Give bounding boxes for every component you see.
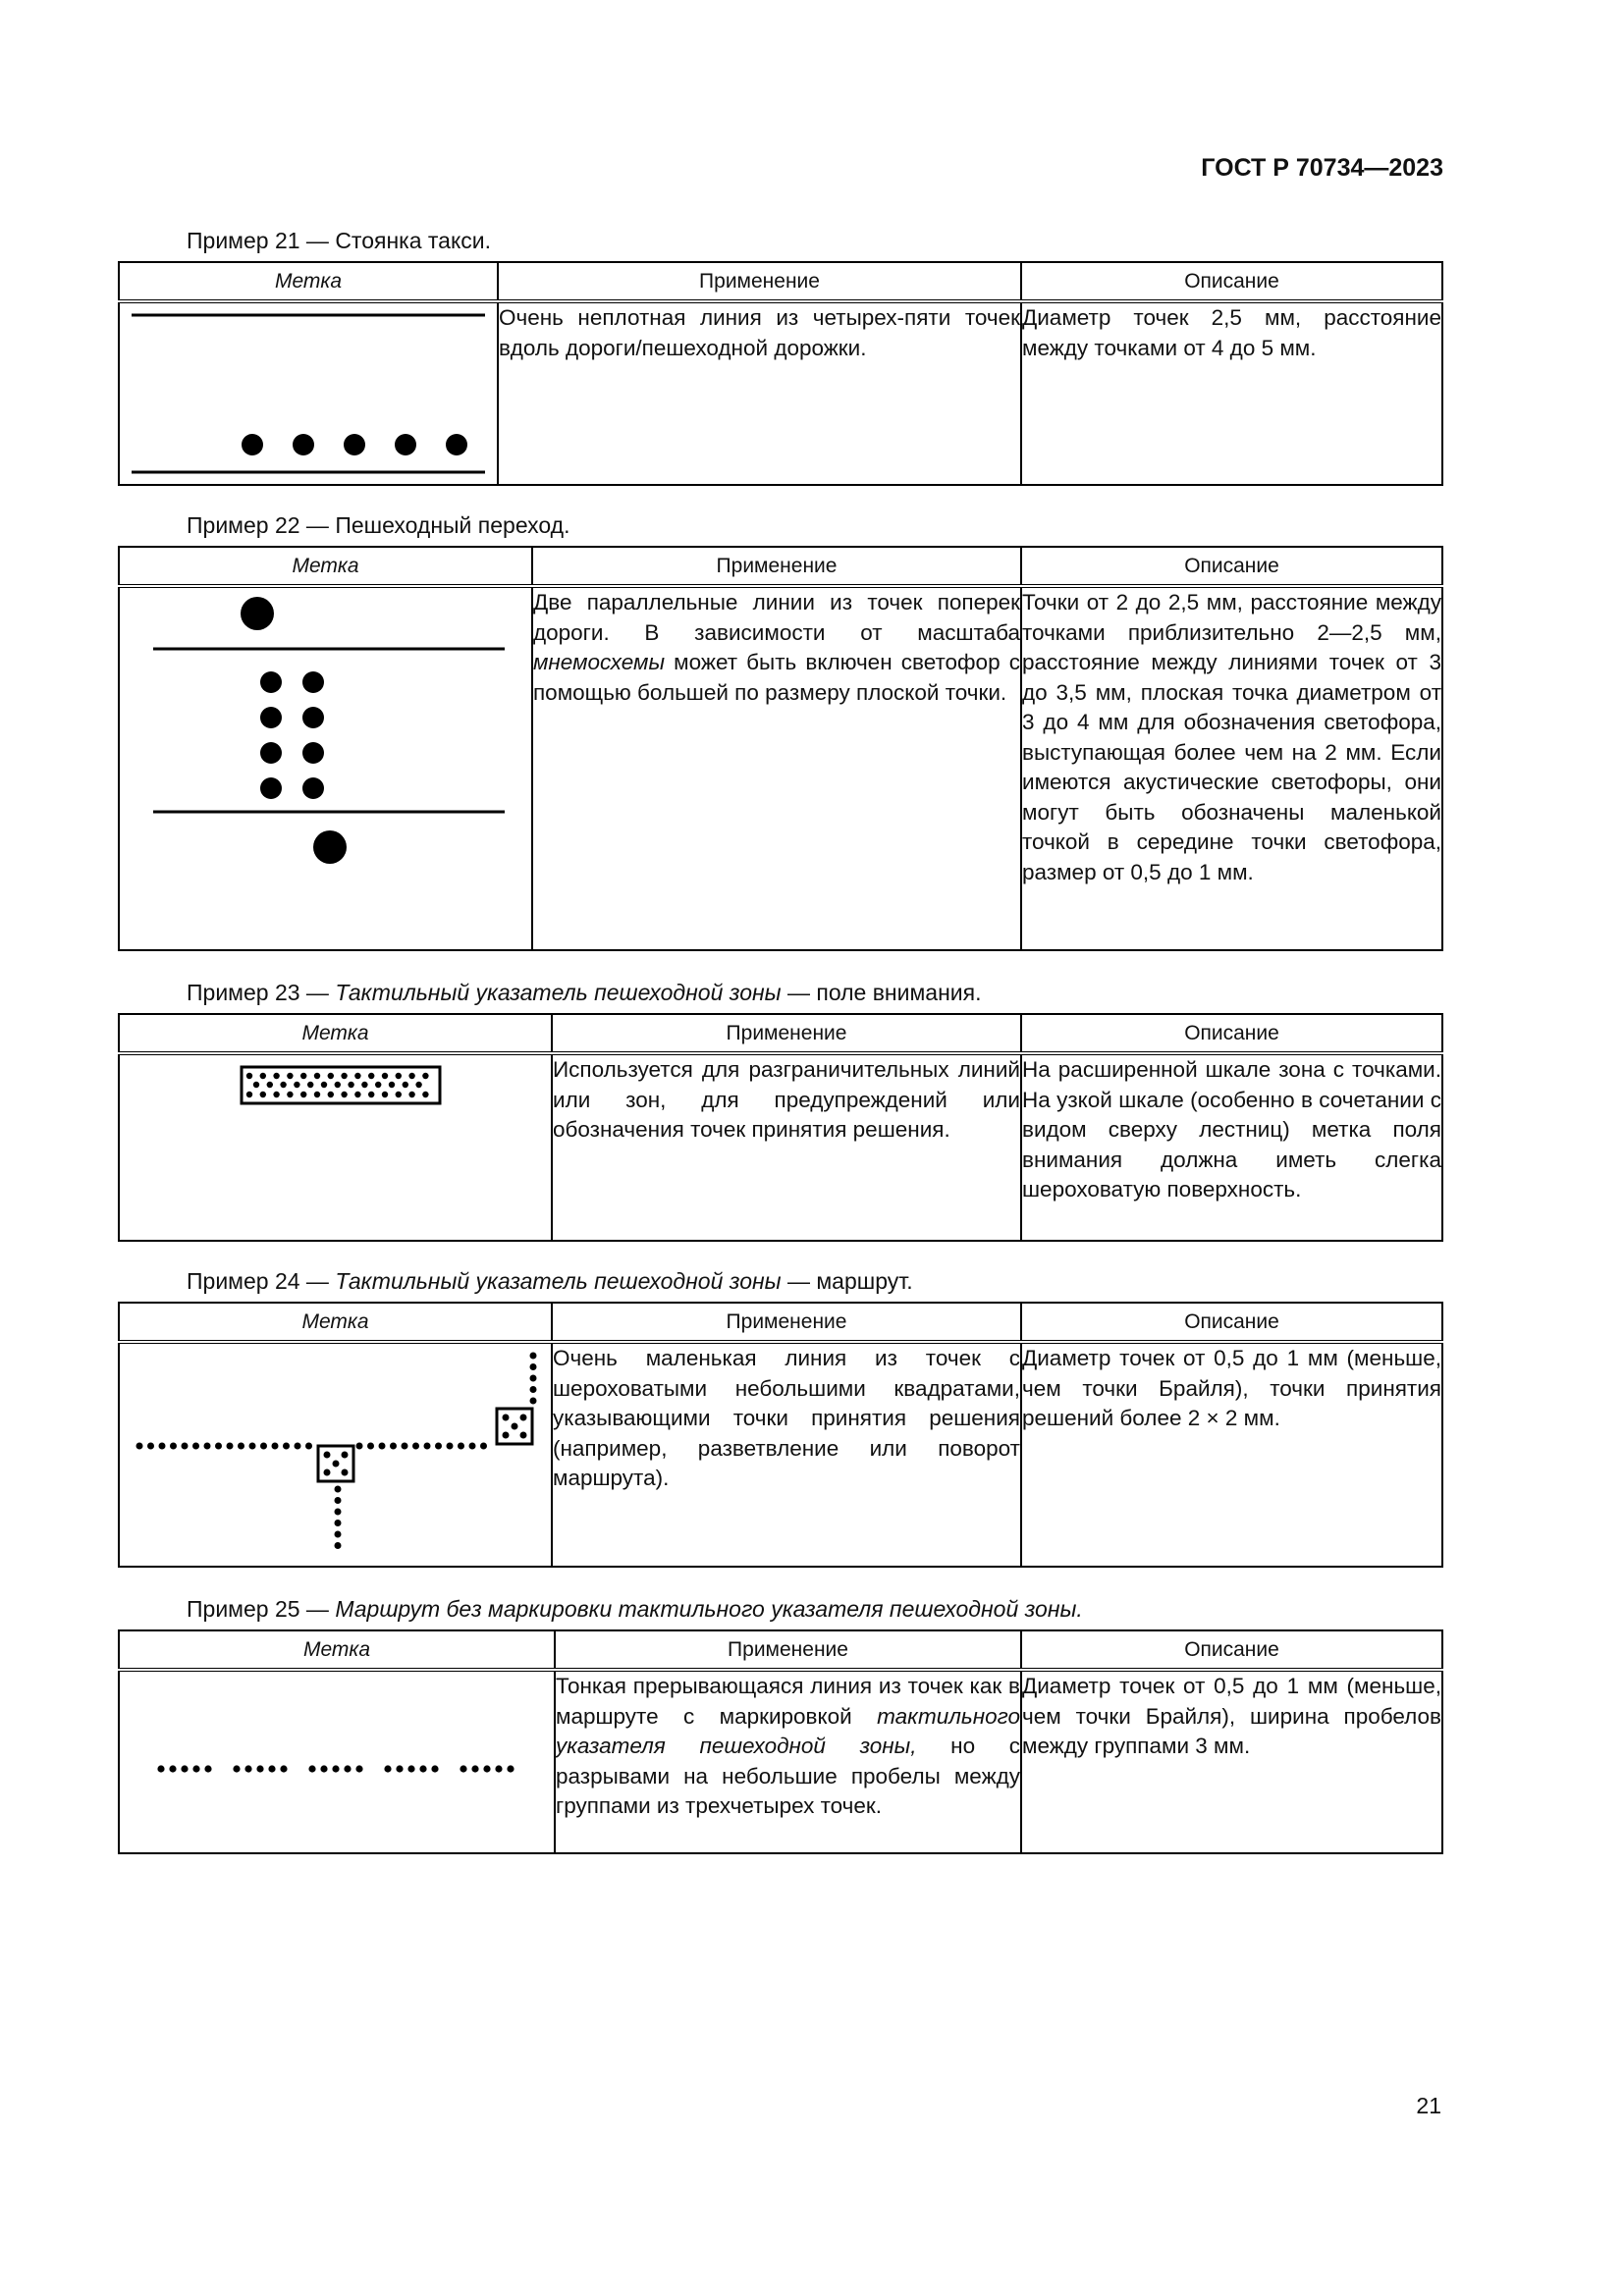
- tactile-dot: [280, 1765, 287, 1772]
- tactile-dot: [305, 1443, 312, 1450]
- tactile-dot: [396, 1092, 402, 1097]
- tactile-dot: [181, 1765, 188, 1772]
- tactile-dot: [169, 1765, 176, 1772]
- tactile-dot: [379, 1443, 386, 1450]
- tactile-dot: [341, 1073, 347, 1079]
- caption-text: Пример 21 — Стоянка такси.: [187, 228, 492, 253]
- tactile-dot: [287, 1073, 293, 1079]
- mark-cell: [119, 586, 532, 950]
- tactile-dot: [192, 1765, 199, 1772]
- tactile-dot: [424, 1443, 431, 1450]
- tactile-dot: [253, 1082, 259, 1088]
- col-description-header: Описание: [1021, 1630, 1442, 1670]
- tactile-dot: [375, 1082, 381, 1088]
- usage-cell: Две параллельные линии из точек поперек дороги. В зависимости от масштаба мнемосхемы может быть включен светофор с помощью большей по размеру плоской точки.: [532, 586, 1021, 950]
- tactile-dot: [280, 1082, 286, 1088]
- tactile-dot: [227, 1443, 234, 1450]
- tactile-dot: [412, 1443, 419, 1450]
- example-table: [118, 1629, 1443, 1854]
- tactile-dot: [530, 1363, 537, 1370]
- tactile-dot: [403, 1082, 408, 1088]
- mark-cell: [119, 301, 498, 485]
- col-description-header: Описание: [1021, 1303, 1442, 1342]
- tactile-dot: [361, 1082, 367, 1088]
- tactile-dot: [530, 1353, 537, 1360]
- tactile-dot: [260, 1092, 266, 1097]
- tactile-dot: [182, 1443, 189, 1450]
- tactile-dot: [335, 1082, 341, 1088]
- table-row: [119, 1342, 1442, 1567]
- tactile-dot: [246, 1073, 252, 1079]
- tactile-dot: [328, 1073, 334, 1079]
- tactile-dot: [422, 1092, 428, 1097]
- tactile-dot: [435, 1443, 442, 1450]
- tactile-dot: [408, 1073, 414, 1079]
- mark-cell: [119, 1342, 552, 1567]
- attention-field-mark: [120, 1055, 551, 1240]
- unmarked-route-mark: [120, 1672, 554, 1852]
- tactile-dot: [408, 1092, 414, 1097]
- tactile-dot: [244, 1765, 251, 1772]
- example-table: [118, 261, 1443, 486]
- col-usage-header: Применение: [552, 1303, 1021, 1342]
- tactile-dot: [170, 1443, 177, 1450]
- table-header-row: [119, 262, 1442, 301]
- tactile-dot: [382, 1073, 388, 1079]
- col-description-header: Описание: [1021, 547, 1442, 586]
- table-row: [119, 1670, 1442, 1853]
- col-mark-header: Метка: [119, 1303, 552, 1342]
- tactile-dot: [136, 1443, 143, 1450]
- tactile-dot: [307, 1082, 313, 1088]
- description-cell: Диаметр точек 2,5 мм, расстояние между точками от 4 до 5 мм.: [1021, 301, 1442, 485]
- tactile-dot: [335, 1509, 342, 1516]
- tactile-dot: [447, 1443, 454, 1450]
- tactile-dot: [354, 1092, 360, 1097]
- example-caption: Пример 25 — Маршрут без маркировки тактильного указателя пешеходной зоны.: [187, 1596, 1083, 1622]
- page-number: 21: [1416, 2093, 1441, 2118]
- tactile-dot: [287, 1092, 293, 1097]
- tactile-dot: [390, 1443, 397, 1450]
- usage-cell: Очень маленькая линия из точек с шероховатыми небольшими квадратами, указывающими точки принятия решения (например, разветвление или поворот маршрута).: [552, 1342, 1021, 1567]
- pedestrian-crossing-mark: [120, 588, 531, 949]
- document-header: ГОСТ Р 70734—2023: [1201, 154, 1443, 182]
- tactile-dot: [260, 1443, 267, 1450]
- table-row: [119, 301, 1442, 485]
- tactile-dot: [283, 1443, 290, 1450]
- example-table: [118, 1302, 1443, 1568]
- description-cell: Точки от 2 до 2,5 мм, расстояние между точками приблизительно 2—2,5 мм, расстояние между линиями точек от 3 до 3,5 мм, плоская точка диаметром от 3 до 4 мм для обозначения светофора, выступающая более чем на 2 мм. Если имеются акустические светофоры, они могут быть обозначены маленькой точкой в середине точки светофора, размер от 0,5 до 1 мм.: [1021, 586, 1442, 950]
- col-usage-header: Применение: [552, 1014, 1021, 1053]
- tactile-dot: [204, 1765, 211, 1772]
- description-cell: Диаметр точек от 0,5 до 1 мм (меньше, чем точки Брайля), ширина пробелов между группами 3 мм.: [1021, 1670, 1442, 1853]
- col-mark-header: Метка: [119, 547, 532, 586]
- tactile-dot: [389, 1082, 395, 1088]
- table-header-row: [119, 1303, 1442, 1342]
- tactile-dot: [314, 1073, 320, 1079]
- tactile-dot: [367, 1443, 374, 1450]
- tactile-dot: [233, 1765, 240, 1772]
- tactile-dot: [204, 1443, 211, 1450]
- tactile-dot: [368, 1073, 374, 1079]
- col-usage-header: Применение: [498, 262, 1021, 301]
- tactile-dot: [273, 1073, 279, 1079]
- tactile-dot: [335, 1542, 342, 1549]
- tactile-dot: [300, 1073, 306, 1079]
- tactile-dot: [294, 1082, 299, 1088]
- mark-cell: [119, 1053, 552, 1241]
- taxi-stand-mark: [120, 303, 497, 484]
- tactile-dot: [341, 1092, 347, 1097]
- tactile-dot: [328, 1092, 334, 1097]
- tactile-dot: [246, 1092, 252, 1097]
- example-caption: [187, 228, 491, 254]
- tactile-dot: [249, 1443, 256, 1450]
- tactile-dot: [267, 1082, 273, 1088]
- col-mark-header: Метка: [119, 1630, 555, 1670]
- tactile-dot: [415, 1082, 421, 1088]
- tactile-dot: [300, 1092, 306, 1097]
- tactile-dot: [314, 1092, 320, 1097]
- route-mark: [120, 1344, 551, 1566]
- tactile-dot: [469, 1443, 476, 1450]
- tactile-dot: [402, 1443, 408, 1450]
- tactile-dot: [159, 1443, 166, 1450]
- tactile-dot: [335, 1531, 342, 1538]
- tactile-dot: [530, 1386, 537, 1393]
- tactile-dot: [356, 1443, 363, 1450]
- tactile-dot: [321, 1082, 327, 1088]
- tactile-dot: [157, 1765, 164, 1772]
- tactile-dot: [384, 1765, 391, 1772]
- tactile-dot: [273, 1092, 279, 1097]
- tactile-dot: [480, 1443, 487, 1450]
- col-usage-header: Применение: [532, 547, 1021, 586]
- example-table: [118, 1013, 1443, 1242]
- tactile-dot: [332, 1765, 339, 1772]
- description-cell: Диаметр точек от 0,5 до 1 мм (меньше, чем точки Брайля), точки принятия решений более 2 × 2 мм.: [1021, 1342, 1442, 1567]
- tactile-dot: [471, 1765, 478, 1772]
- tactile-dot: [215, 1443, 222, 1450]
- tactile-dot: [295, 1443, 301, 1450]
- table-row: [119, 586, 1442, 950]
- col-mark-header: Метка: [119, 262, 498, 301]
- tactile-dot: [268, 1765, 275, 1772]
- usage-cell: Очень неплотная линия из четырех-пяти точек вдоль дороги/пешеходной дорожки.: [498, 301, 1021, 485]
- description-cell: На расширенной шкале зона с точками. На узкой шкале (особенно в сочетании с видом сверху лестниц) метка поля внимания должна иметь слегка шероховатую поверхность.: [1021, 1053, 1442, 1241]
- tactile-dot: [419, 1765, 426, 1772]
- tactile-dot: [460, 1765, 466, 1772]
- tactile-dot: [431, 1765, 438, 1772]
- tactile-dot: [354, 1073, 360, 1079]
- tactile-dot: [147, 1443, 154, 1450]
- tactile-dot: [335, 1486, 342, 1493]
- usage-cell: Тонкая прерывающаяся линия из точек как в маршруте с маркировкой тактильного указателя пешеходной зоны, но с разрывами на небольшие пробелы между группами из трехчетырех точек.: [555, 1670, 1021, 1853]
- example-caption: Пример 24 — Тактильный указатель пешеходной зоны — маршрут.: [187, 1268, 913, 1294]
- col-usage-header: Применение: [555, 1630, 1021, 1670]
- tactile-dot: [396, 1765, 403, 1772]
- tactile-dot: [192, 1443, 199, 1450]
- table-row: [119, 1053, 1442, 1241]
- tactile-dot: [308, 1765, 315, 1772]
- tactile-dot: [407, 1765, 414, 1772]
- table-header-row: [119, 1014, 1442, 1053]
- tactile-dot: [368, 1092, 374, 1097]
- example-caption: Пример 23 — Тактильный указатель пешеходной зоны — поле внимания.: [187, 980, 982, 1005]
- tactile-dot: [507, 1765, 514, 1772]
- example-table: [118, 546, 1443, 951]
- table-header-row: [119, 1630, 1442, 1670]
- tactile-dot: [355, 1765, 362, 1772]
- col-description-header: Описание: [1021, 1014, 1442, 1053]
- caption-text: Пример 22 — Пешеходный переход.: [187, 512, 570, 538]
- tactile-dot: [422, 1073, 428, 1079]
- tactile-dot: [396, 1073, 402, 1079]
- tactile-dot: [335, 1497, 342, 1504]
- tactile-dot: [344, 1765, 351, 1772]
- tactile-dot: [260, 1073, 266, 1079]
- tactile-dot: [458, 1443, 464, 1450]
- mark-cell: [119, 1670, 555, 1853]
- col-description-header: Описание: [1021, 262, 1442, 301]
- tactile-dot: [483, 1765, 490, 1772]
- tactile-dot: [495, 1765, 502, 1772]
- example-caption: [187, 512, 569, 539]
- tactile-dot: [530, 1398, 537, 1405]
- tactile-dot: [238, 1443, 244, 1450]
- tactile-dot: [272, 1443, 279, 1450]
- tactile-dot: [256, 1765, 263, 1772]
- usage-cell: Используется для разграничительных линий или зон, для предупреждений или обозначения точек принятия решения.: [552, 1053, 1021, 1241]
- tactile-dot: [382, 1092, 388, 1097]
- tactile-dot: [335, 1520, 342, 1526]
- table-header-row: [119, 547, 1442, 586]
- tactile-dot: [320, 1765, 327, 1772]
- tactile-dot: [348, 1082, 353, 1088]
- tactile-dot: [530, 1375, 537, 1382]
- col-mark-header: Метка: [119, 1014, 552, 1053]
